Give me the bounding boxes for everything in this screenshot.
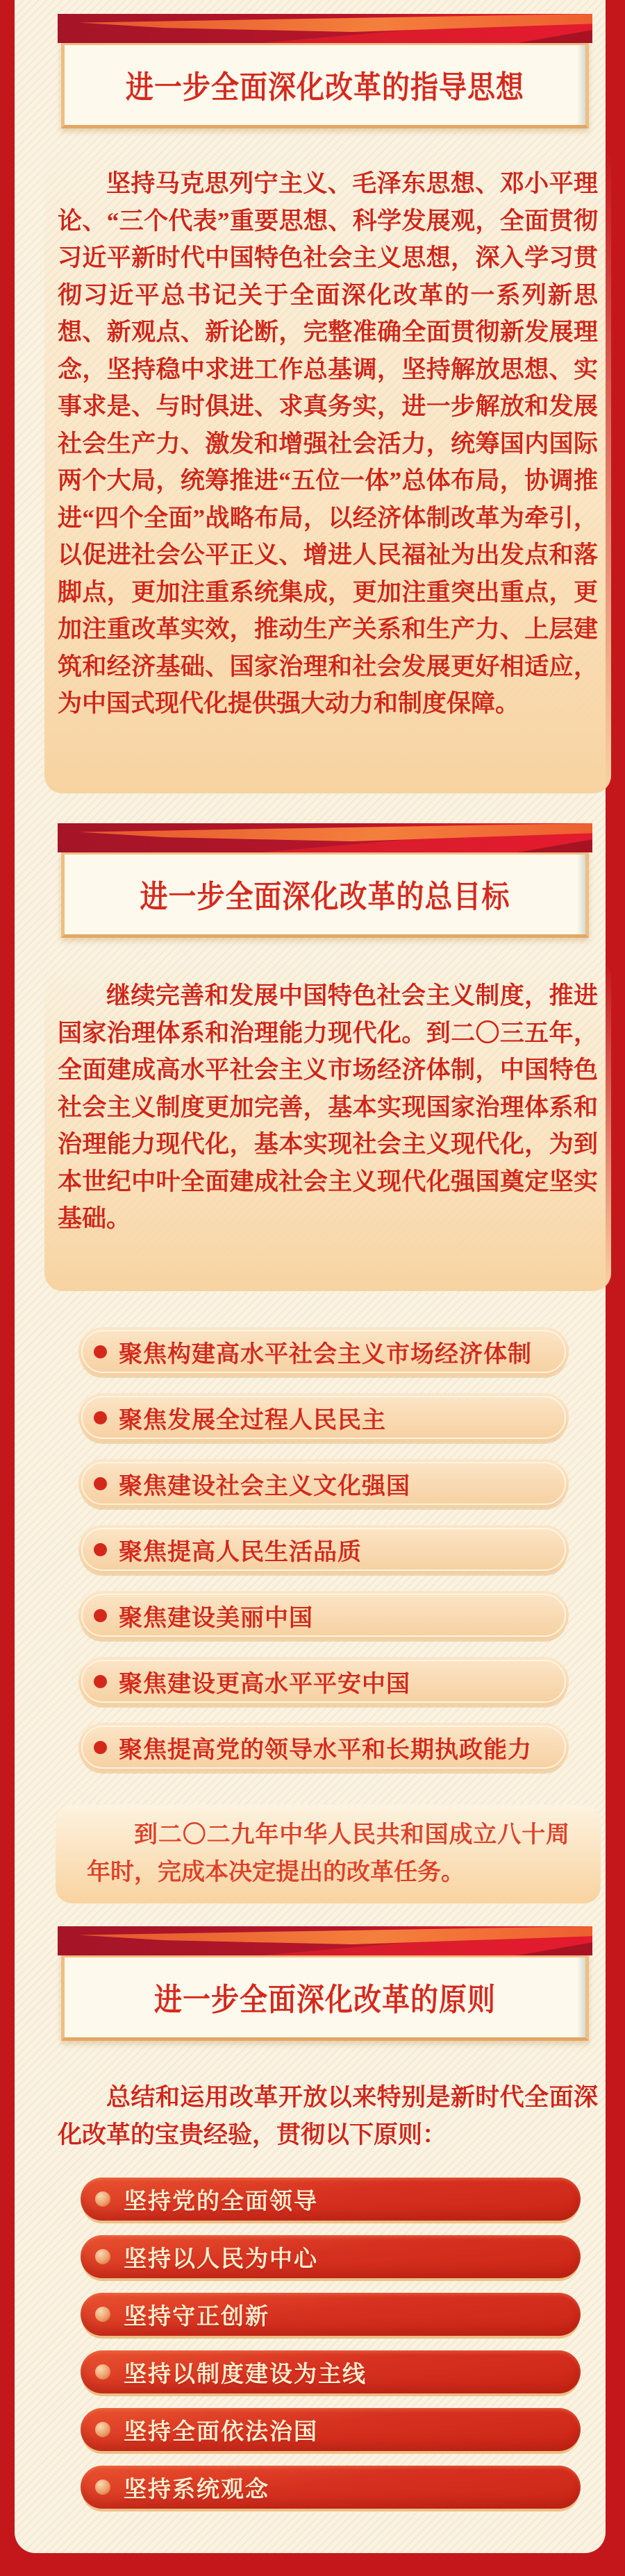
deadline-note: 到二〇二九年中华人民共和国成立八十周年时，完成本决定提出的改革任务。	[87, 1822, 569, 1885]
paragraph-card-guiding	[44, 147, 611, 793]
principle-pill-label: 坚持以制度建设为主线	[124, 2362, 367, 2387]
focus-pill-label: 聚焦提高人民生活品质	[119, 1539, 362, 1565]
bullet-dot-icon	[94, 1477, 107, 1490]
principle-pill-list	[81, 2178, 581, 2523]
paragraph-card-goal	[44, 959, 611, 1291]
principle-pill	[81, 2235, 581, 2278]
bullet-dot-icon	[94, 1411, 107, 1424]
focus-pill	[78, 1525, 569, 1574]
principle-pill-label: 坚持守正创新	[124, 2304, 269, 2330]
bullet-dot-icon	[94, 1609, 107, 1622]
section-title-principles: 进一步全面深化改革的原则	[154, 1982, 496, 2018]
focus-pill	[78, 1459, 569, 1508]
principle-pill	[81, 2178, 581, 2221]
principle-pill	[81, 2350, 581, 2393]
ribbon-banner-icon	[58, 823, 592, 852]
paragraph-principles: 总结和运用改革开放以来特别是新时代全面深化改革的宝贵经验，贯彻以下原则：	[58, 2084, 598, 2148]
bullet-sphere-icon	[95, 2422, 110, 2437]
section-title-goal: 进一步全面深化改革的总目标	[140, 879, 510, 915]
principle-pill	[81, 2466, 581, 2509]
bullet-sphere-icon	[95, 2191, 110, 2207]
focus-pill	[78, 1393, 569, 1442]
principle-pill-label: 坚持党的全面领导	[124, 2189, 318, 2214]
content-panel	[15, 0, 606, 2553]
title-box	[61, 1954, 589, 2041]
bullet-dot-icon	[94, 1345, 107, 1358]
focus-pill-label: 聚焦建设美丽中国	[119, 1605, 313, 1631]
section-header-principles	[58, 1926, 592, 2041]
focus-pill	[78, 1723, 569, 1771]
ribbon-banner-icon	[58, 1926, 592, 1955]
principle-pill-label: 坚持全面依法治国	[124, 2419, 318, 2445]
bullet-dot-icon	[94, 1675, 107, 1688]
bullet-dot-icon	[94, 1543, 107, 1556]
bullet-sphere-icon	[95, 2364, 110, 2380]
bullet-sphere-icon	[95, 2480, 110, 2495]
principle-pill-label: 坚持系统观念	[124, 2477, 269, 2502]
principle-pill	[81, 2293, 581, 2336]
title-box	[61, 42, 589, 128]
principle-pill-label: 坚持以人民为中心	[124, 2246, 318, 2272]
bullet-dot-icon	[94, 1741, 107, 1754]
section-title-guiding: 进一步全面深化改革的指导思想	[126, 69, 524, 106]
ribbon-banner-icon	[58, 14, 592, 43]
title-box	[61, 851, 589, 938]
section-header-goal	[58, 823, 592, 938]
focus-pill	[78, 1327, 569, 1376]
section-header-guiding	[58, 14, 592, 128]
paragraph-goal: 继续完善和发展中国特色社会主义制度，推进国家治理体系和治理能力现代化。到二〇三五年，全面建成高水平社会主义市场经济体制，中国特色社会主义制度更加完善，基本实现国家治理体系和治理能力现代化，基本实现社会主义现代化，为到本世纪中叶全面建成社会主义现代化强国奠定坚实基础。	[58, 982, 598, 1232]
paragraph-guiding: 坚持马克思列宁主义、毛泽东思想、邓小平理论、“三个代表”重要思想、科学发展观，全面贯彻习近平新时代中国特色社会主义思想，深入学习贯彻习近平总书记关于全面深化改革的一系列新思想、新观点、新论断，完整准确全面贯彻新发展理念，坚持稳中求进工作总基调，坚持解放思想、实事求是、与时俱进、求真务实，进一步解放和发展社会生产力、激发和增强社会活力，统筹国内国际两个大局，统筹推进“五位一体”总体布局，协调推进“四个全面”战略布局，以经济体制改革为牵引，以促进社会公平正义、增进人民福祉为出发点和落脚点，更加注重系统集成，更加注重突出重点，更加注重改革实效，推动生产关系和生产力、上层建筑和经济基础、国家治理和社会发展更好相适应，为中国式现代化提供强大动力和制度保障。	[58, 170, 598, 717]
focus-pill-label: 聚焦提高党的领导水平和长期执政能力	[119, 1737, 532, 1763]
focus-pill-label: 聚焦发展全过程人民民主	[119, 1407, 386, 1433]
bullet-sphere-icon	[95, 2249, 110, 2264]
bullet-sphere-icon	[95, 2307, 110, 2322]
focus-pill-label: 聚焦建设社会主义文化强国	[119, 1473, 410, 1499]
focus-pill-label: 聚焦建设更高水平平安中国	[119, 1671, 410, 1697]
focus-pill	[78, 1657, 569, 1706]
focus-pill-label: 聚焦构建高水平社会主义市场经济体制	[119, 1341, 532, 1367]
principle-pill	[81, 2408, 581, 2451]
focus-pill	[78, 1591, 569, 1640]
focus-pill-list	[78, 1327, 569, 1789]
deadline-note-card	[56, 1805, 601, 1903]
